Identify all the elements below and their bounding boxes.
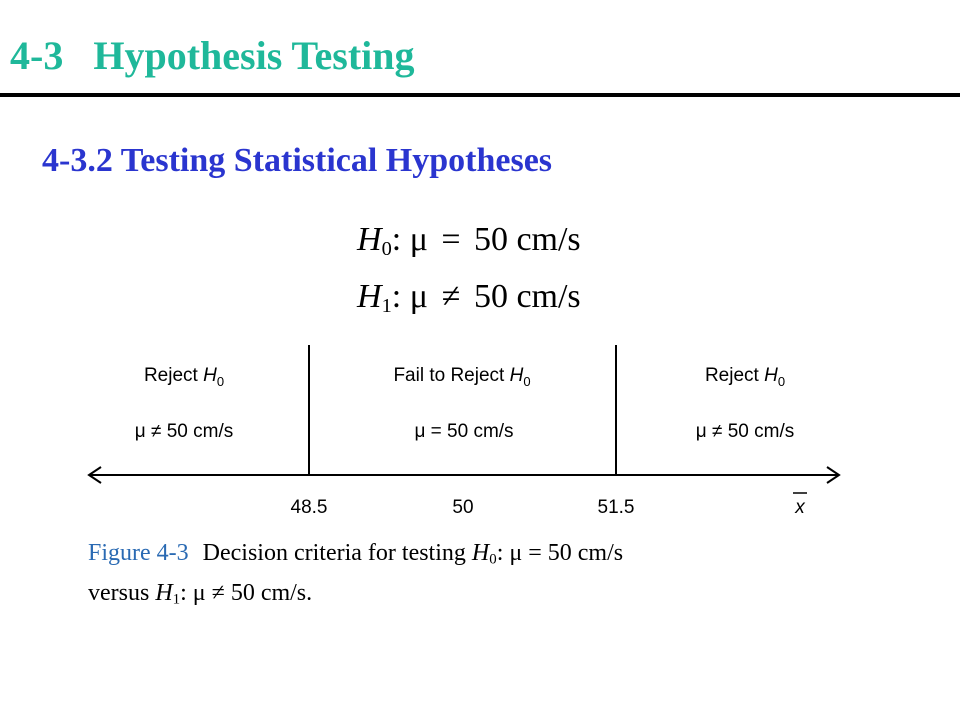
caption-h1: H xyxy=(155,579,173,606)
null-value: 50 cm/s xyxy=(473,221,581,258)
alt-h-subscript: 1 xyxy=(381,295,392,318)
tick-label-lower: 48.5 xyxy=(290,497,328,518)
region-left-label: Reject $H_0$ xyxy=(143,365,225,389)
caption-text: Decision criteria for testing xyxy=(202,540,466,566)
alt-colon: : xyxy=(391,278,402,315)
caption-line-2 xyxy=(88,577,868,617)
region-right-condition: μ ≠ 50 cm/s xyxy=(695,421,795,442)
tick-label-center: 50 xyxy=(452,497,474,518)
region-center-condition: μ = 50 cm/s xyxy=(414,421,514,442)
caption-h1-sub: 1 xyxy=(172,591,181,608)
alt-mu: μ xyxy=(409,278,428,315)
caption-h0-rest: : μ = 50 cm/s xyxy=(496,540,624,566)
null-h-symbol: H xyxy=(357,221,382,258)
region-center-label: Fail to Reject $H_0$ xyxy=(393,365,531,389)
caption-line-1 xyxy=(88,537,868,577)
caption-h1-rest: : μ ≠ 50 cm/s. xyxy=(180,579,313,606)
slide-subtitle: 4-3.2 Testing Statistical Hypotheses xyxy=(42,142,553,179)
null-h-subscript: 0 xyxy=(381,238,392,261)
alt-operator: ≠ xyxy=(441,278,461,315)
region-right-label: Reject $H_0$ xyxy=(704,365,786,389)
figure-caption xyxy=(88,537,868,616)
caption-h0: H xyxy=(471,540,490,566)
axis-variable-xbar: x xyxy=(795,497,805,518)
alt-value: 50 cm/s xyxy=(473,278,581,315)
null-mu: μ xyxy=(409,221,428,258)
caption-h0-sub: 0 xyxy=(489,551,497,568)
region-left-condition: μ ≠ 50 cm/s xyxy=(134,421,234,442)
tick-label-upper: 51.5 xyxy=(597,497,635,518)
null-operator: = xyxy=(441,221,461,258)
caption-versus: versus xyxy=(88,579,150,606)
null-colon: : xyxy=(391,221,402,258)
section-title: Hypothesis Testing xyxy=(93,33,415,78)
alt-h-symbol: H xyxy=(357,278,382,315)
section-number: 4-3 xyxy=(10,33,64,78)
figure-number: Figure 4-3 xyxy=(88,540,189,566)
